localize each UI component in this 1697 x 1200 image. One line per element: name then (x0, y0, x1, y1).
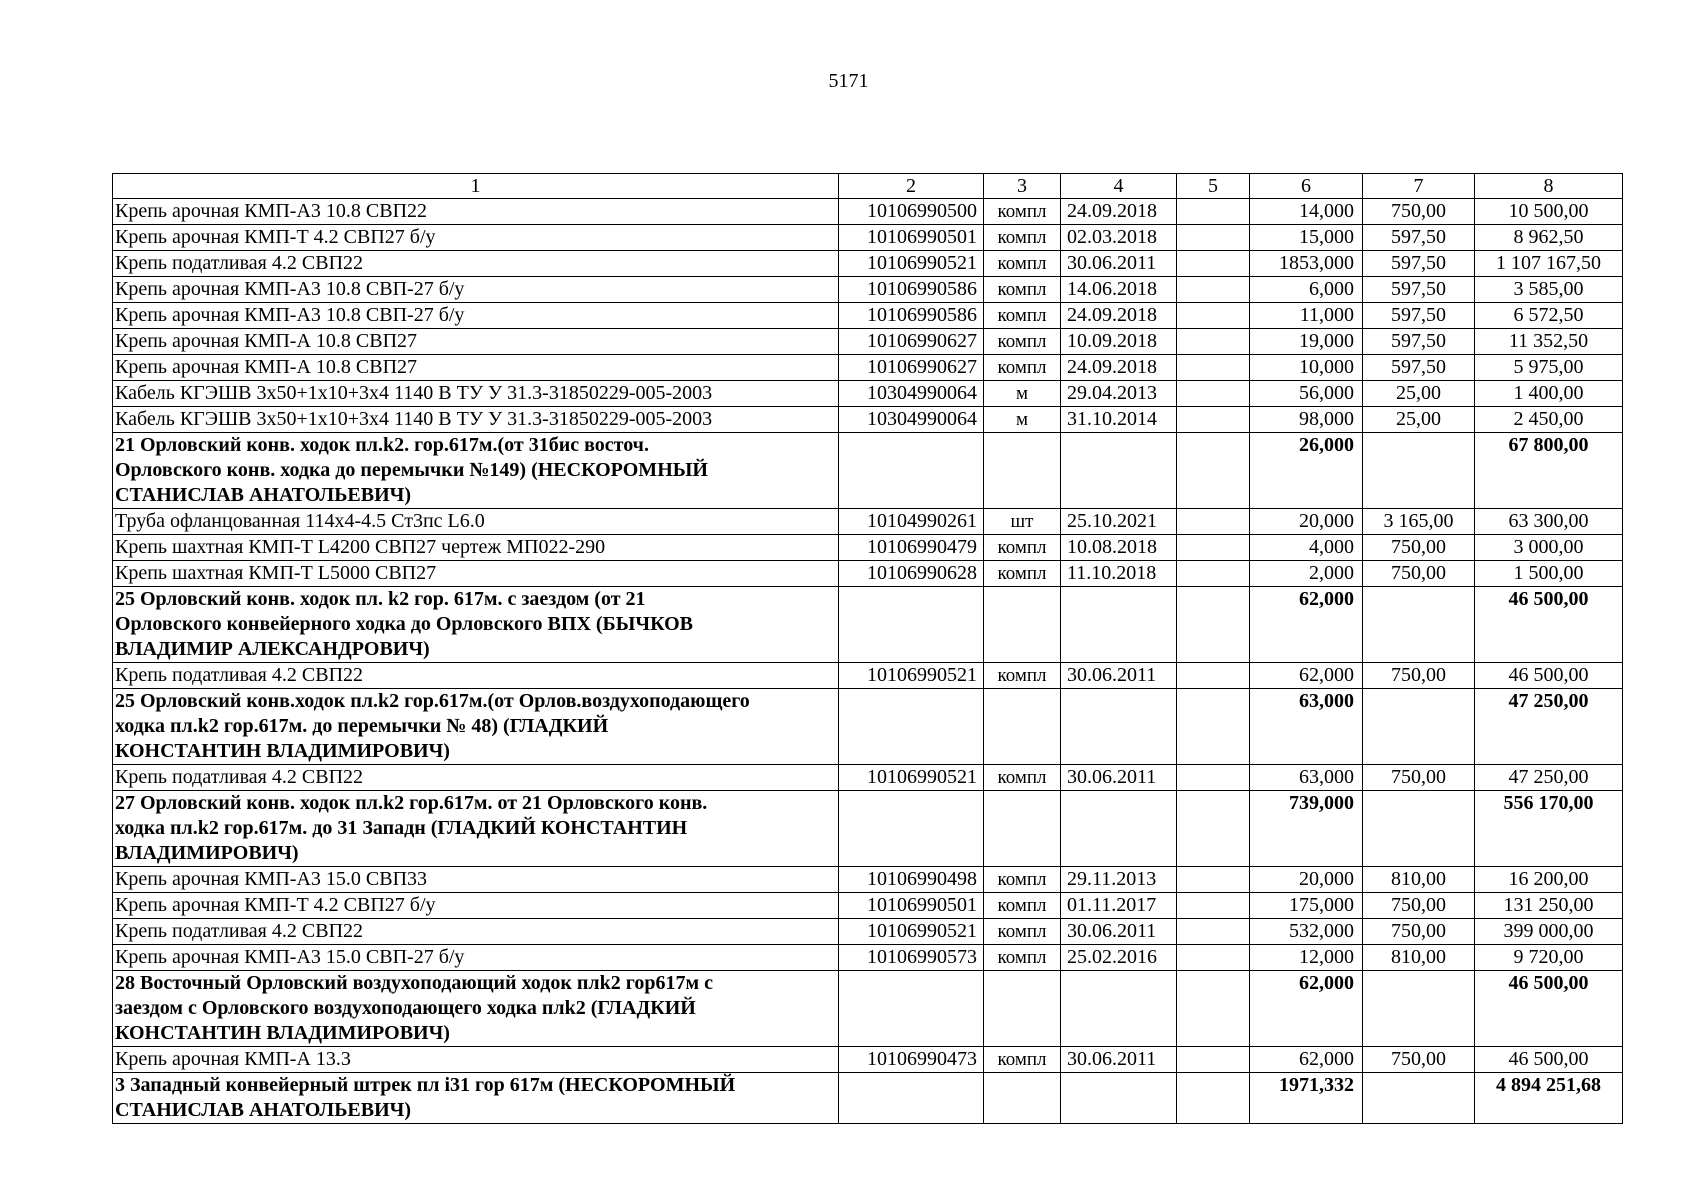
group-amount-cell: 46 500,00 (1475, 587, 1623, 663)
date-cell: 10.08.2018 (1061, 535, 1177, 561)
empty-cell (1363, 791, 1475, 867)
table-row (113, 329, 1623, 355)
column-number-3: 3 (984, 174, 1061, 199)
group-quantity-cell: 1971,332 (1250, 1073, 1363, 1124)
unit-cell: компл (984, 663, 1061, 689)
unit-cell: компл (984, 303, 1061, 329)
empty-cell (1363, 689, 1475, 765)
group-title-line: СТАНИСЛАВ АНАТОЛЬЕВИЧ) (115, 484, 411, 506)
item-code-cell: 10106990473 (839, 1047, 984, 1073)
empty-cell (1363, 433, 1475, 509)
item-name-cell: Труба офланцованная 114х4-4.5 Ст3пс L6.0 (113, 509, 839, 535)
table-row (113, 355, 1623, 381)
table-row (113, 945, 1623, 971)
empty-cell (1177, 1073, 1250, 1124)
group-title-line: ВЛАДИМИР АЛЕКСАНДРОВИЧ) (115, 638, 430, 660)
table-row (113, 765, 1623, 791)
item-code-cell: 10106990521 (839, 919, 984, 945)
item-name-cell: Крепь арочная КМП-А 13.3 (113, 1047, 839, 1073)
quantity-cell: 532,000 (1250, 919, 1363, 945)
amount-cell: 1 107 167,50 (1475, 251, 1623, 277)
empty-cell (1363, 971, 1475, 1047)
group-amount-cell: 67 800,00 (1475, 433, 1623, 509)
date-cell: 10.09.2018 (1061, 329, 1177, 355)
col5-cell (1177, 303, 1250, 329)
date-cell: 30.06.2011 (1061, 919, 1177, 945)
group-title-line: Орловского конв. ходка до перемычки №149) (НЕСКОРОМНЫЙ (115, 459, 708, 481)
table-body (113, 174, 1623, 1124)
group-title-line: 28 Восточный Орловский воздухоподающий ходок плk2 гор617м с (115, 972, 713, 994)
price-cell: 810,00 (1363, 945, 1475, 971)
price-cell: 750,00 (1363, 893, 1475, 919)
date-cell: 30.06.2011 (1061, 251, 1177, 277)
group-quantity-cell: 62,000 (1250, 587, 1363, 663)
table-row (113, 1047, 1623, 1073)
group-title-line: 25 Орловский конв. ходок пл. k2 гор. 617м. с заездом (от 21 (115, 588, 646, 610)
unit-cell: м (984, 381, 1061, 407)
item-name-cell: Крепь арочная КМП-А3 15.0 СВП33 (113, 867, 839, 893)
item-name-cell: Крепь арочная КМП-А3 10.8 СВП-27 б/у (113, 303, 839, 329)
item-code-cell: 10106990521 (839, 765, 984, 791)
amount-cell: 11 352,50 (1475, 329, 1623, 355)
quantity-cell: 62,000 (1250, 663, 1363, 689)
item-name-cell: Крепь податливая 4.2 СВП22 (113, 251, 839, 277)
date-cell: 29.11.2013 (1061, 867, 1177, 893)
item-name-cell: Крепь податливая 4.2 СВП22 (113, 765, 839, 791)
col5-cell (1177, 381, 1250, 407)
group-title-line: 3 Западный конвейерный штрек пл i31 гор 617м (НЕСКОРОМНЫЙ (115, 1074, 736, 1096)
item-name-cell: Кабель КГЭШВ 3х50+1х10+3х4 1140 В ТУ У 31.3-31850229-005-2003 (113, 407, 839, 433)
table-row (113, 535, 1623, 561)
item-name-cell: Крепь арочная КМП-Т 4.2 СВП27 б/у (113, 225, 839, 251)
group-row (113, 971, 1623, 1047)
quantity-cell: 56,000 (1250, 381, 1363, 407)
empty-cell (839, 971, 984, 1047)
price-cell: 750,00 (1363, 561, 1475, 587)
table-row (113, 225, 1623, 251)
group-title-cell (113, 791, 839, 867)
empty-cell (984, 971, 1061, 1047)
item-code-cell: 10106990627 (839, 329, 984, 355)
item-code-cell: 10106990627 (839, 355, 984, 381)
quantity-cell: 98,000 (1250, 407, 1363, 433)
date-cell: 30.06.2011 (1061, 765, 1177, 791)
table-row (113, 509, 1623, 535)
price-cell: 597,50 (1363, 251, 1475, 277)
item-code-cell: 10106990628 (839, 561, 984, 587)
group-amount-cell: 47 250,00 (1475, 689, 1623, 765)
quantity-cell: 4,000 (1250, 535, 1363, 561)
date-cell: 30.06.2011 (1061, 1047, 1177, 1073)
group-title-cell (113, 433, 839, 509)
price-cell: 597,50 (1363, 277, 1475, 303)
table-row (113, 381, 1623, 407)
col5-cell (1177, 407, 1250, 433)
amount-cell: 16 200,00 (1475, 867, 1623, 893)
group-title-line: ходка пл.k2 гор.617м. до перемычки № 48) (ГЛАДКИЙ (115, 715, 609, 737)
item-code-cell: 10106990521 (839, 663, 984, 689)
item-code-cell: 10304990064 (839, 381, 984, 407)
unit-cell: шт (984, 509, 1061, 535)
date-cell: 11.10.2018 (1061, 561, 1177, 587)
table-row (113, 199, 1623, 225)
empty-cell (1177, 791, 1250, 867)
quantity-cell: 14,000 (1250, 199, 1363, 225)
column-number-1: 1 (113, 174, 839, 199)
price-cell: 750,00 (1363, 199, 1475, 225)
price-cell: 750,00 (1363, 765, 1475, 791)
group-quantity-cell: 739,000 (1250, 791, 1363, 867)
col5-cell (1177, 355, 1250, 381)
group-row (113, 433, 1623, 509)
empty-cell (1177, 587, 1250, 663)
amount-cell: 131 250,00 (1475, 893, 1623, 919)
quantity-cell: 15,000 (1250, 225, 1363, 251)
empty-cell (1177, 971, 1250, 1047)
column-number-6: 6 (1250, 174, 1363, 199)
table-row (113, 919, 1623, 945)
group-amount-cell: 556 170,00 (1475, 791, 1623, 867)
item-code-cell: 10106990500 (839, 199, 984, 225)
group-row (113, 689, 1623, 765)
col5-cell (1177, 1047, 1250, 1073)
quantity-cell: 2,000 (1250, 561, 1363, 587)
group-quantity-cell: 62,000 (1250, 971, 1363, 1047)
item-name-cell: Крепь арочная КМП-А3 10.8 СВП22 (113, 199, 839, 225)
unit-cell: компл (984, 561, 1061, 587)
table-row (113, 893, 1623, 919)
date-cell: 25.02.2016 (1061, 945, 1177, 971)
empty-cell (1061, 689, 1177, 765)
unit-cell: компл (984, 355, 1061, 381)
col5-cell (1177, 199, 1250, 225)
price-cell: 597,50 (1363, 303, 1475, 329)
item-name-cell: Крепь арочная КМП-А 10.8 СВП27 (113, 329, 839, 355)
price-cell: 750,00 (1363, 919, 1475, 945)
empty-cell (839, 689, 984, 765)
col5-cell (1177, 277, 1250, 303)
amount-cell: 6 572,50 (1475, 303, 1623, 329)
group-title-line: КОНСТАНТИН ВЛАДИМИРОВИЧ) (115, 1022, 450, 1044)
date-cell: 29.04.2013 (1061, 381, 1177, 407)
col5-cell (1177, 893, 1250, 919)
empty-cell (1061, 791, 1177, 867)
quantity-cell: 175,000 (1250, 893, 1363, 919)
quantity-cell: 19,000 (1250, 329, 1363, 355)
group-title-cell (113, 587, 839, 663)
column-number-5: 5 (1177, 174, 1250, 199)
unit-cell: компл (984, 251, 1061, 277)
item-code-cell: 10304990064 (839, 407, 984, 433)
empty-cell (1061, 971, 1177, 1047)
item-name-cell: Крепь арочная КМП-А 10.8 СВП27 (113, 355, 839, 381)
col5-cell (1177, 765, 1250, 791)
amount-cell: 399 000,00 (1475, 919, 1623, 945)
header-row (113, 174, 1623, 199)
item-name-cell: Кабель КГЭШВ 3х50+1х10+3х4 1140 В ТУ У 31.3-31850229-005-2003 (113, 381, 839, 407)
item-code-cell: 10104990261 (839, 509, 984, 535)
group-amount-cell: 4 894 251,68 (1475, 1073, 1623, 1124)
group-quantity-cell: 63,000 (1250, 689, 1363, 765)
amount-cell: 2 450,00 (1475, 407, 1623, 433)
quantity-cell: 20,000 (1250, 867, 1363, 893)
item-name-cell: Крепь податливая 4.2 СВП22 (113, 663, 839, 689)
price-cell: 750,00 (1363, 1047, 1475, 1073)
group-amount-cell: 46 500,00 (1475, 971, 1623, 1047)
price-cell: 3 165,00 (1363, 509, 1475, 535)
price-cell: 25,00 (1363, 381, 1475, 407)
column-number-4: 4 (1061, 174, 1177, 199)
table-row (113, 407, 1623, 433)
group-quantity-cell: 26,000 (1250, 433, 1363, 509)
empty-cell (1363, 1073, 1475, 1124)
amount-cell: 9 720,00 (1475, 945, 1623, 971)
amount-cell: 46 500,00 (1475, 663, 1623, 689)
empty-cell (839, 433, 984, 509)
item-name-cell: Крепь шахтная КМП-Т L4200 СВП27 чертеж МП022-290 (113, 535, 839, 561)
amount-cell: 47 250,00 (1475, 765, 1623, 791)
item-code-cell: 10106990501 (839, 893, 984, 919)
price-cell: 750,00 (1363, 663, 1475, 689)
empty-cell (1177, 433, 1250, 509)
page-number: 5171 (828, 70, 869, 92)
group-title-line: Орловского конвейерного ходка до Орловского ВПХ (БЫЧКОВ (115, 613, 693, 635)
empty-cell (984, 1073, 1061, 1124)
quantity-cell: 6,000 (1250, 277, 1363, 303)
price-cell: 25,00 (1363, 407, 1475, 433)
empty-cell (839, 1073, 984, 1124)
item-name-cell: Крепь арочная КМП-А3 10.8 СВП-27 б/у (113, 277, 839, 303)
item-code-cell: 10106990573 (839, 945, 984, 971)
amount-cell: 5 975,00 (1475, 355, 1623, 381)
date-cell: 14.06.2018 (1061, 277, 1177, 303)
table-row (113, 303, 1623, 329)
unit-cell: компл (984, 919, 1061, 945)
date-cell: 24.09.2018 (1061, 199, 1177, 225)
unit-cell: м (984, 407, 1061, 433)
amount-cell: 63 300,00 (1475, 509, 1623, 535)
unit-cell: компл (984, 277, 1061, 303)
group-title-line: заездом с Орловского воздухоподающего ходка плk2 (ГЛАДКИЙ (115, 997, 696, 1019)
price-cell: 750,00 (1363, 535, 1475, 561)
date-cell: 31.10.2014 (1061, 407, 1177, 433)
quantity-cell: 1853,000 (1250, 251, 1363, 277)
date-cell: 30.06.2011 (1061, 663, 1177, 689)
item-code-cell: 10106990498 (839, 867, 984, 893)
group-title-line: ВЛАДИМИРОВИЧ) (115, 842, 299, 864)
item-name-cell: Крепь арочная КМП-Т 4.2 СВП27 б/у (113, 893, 839, 919)
group-title-cell (113, 1073, 839, 1124)
table-row (113, 277, 1623, 303)
quantity-cell: 10,000 (1250, 355, 1363, 381)
group-title-cell (113, 971, 839, 1047)
price-cell: 597,50 (1363, 355, 1475, 381)
group-row (113, 791, 1623, 867)
unit-cell: компл (984, 1047, 1061, 1073)
empty-cell (1061, 433, 1177, 509)
group-title-cell (113, 689, 839, 765)
unit-cell: компл (984, 945, 1061, 971)
empty-cell (1061, 587, 1177, 663)
col5-cell (1177, 535, 1250, 561)
column-number-2: 2 (839, 174, 984, 199)
quantity-cell: 63,000 (1250, 765, 1363, 791)
table-row (113, 867, 1623, 893)
unit-cell: компл (984, 893, 1061, 919)
amount-cell: 10 500,00 (1475, 199, 1623, 225)
col5-cell (1177, 225, 1250, 251)
item-code-cell: 10106990479 (839, 535, 984, 561)
group-title-line: 25 Орловский конв.ходок пл.k2 гор.617м.(от Орлов.воздухоподающего (115, 690, 750, 712)
group-title-line: КОНСТАНТИН ВЛАДИМИРОВИЧ) (115, 740, 450, 762)
quantity-cell: 11,000 (1250, 303, 1363, 329)
item-code-cell: 10106990521 (839, 251, 984, 277)
unit-cell: компл (984, 225, 1061, 251)
unit-cell: компл (984, 199, 1061, 225)
col5-cell (1177, 945, 1250, 971)
unit-cell: компл (984, 535, 1061, 561)
item-name-cell: Крепь арочная КМП-А3 15.0 СВП-27 б/у (113, 945, 839, 971)
item-name-cell: Крепь шахтная КМП-Т L5000 СВП27 (113, 561, 839, 587)
group-title-line: 21 Орловский конв. ходок пл.k2. гор.617м.(от 31бис восточ. (115, 434, 649, 456)
date-cell: 02.03.2018 (1061, 225, 1177, 251)
amount-cell: 8 962,50 (1475, 225, 1623, 251)
item-code-cell: 10106990586 (839, 303, 984, 329)
amount-cell: 1 500,00 (1475, 561, 1623, 587)
group-row (113, 1073, 1623, 1124)
quantity-cell: 62,000 (1250, 1047, 1363, 1073)
amount-cell: 1 400,00 (1475, 381, 1623, 407)
amount-cell: 46 500,00 (1475, 1047, 1623, 1073)
col5-cell (1177, 663, 1250, 689)
date-cell: 25.10.2021 (1061, 509, 1177, 535)
group-title-line: 27 Орловский конв. ходок пл.k2 гор.617м. от 21 Орловского конв. (115, 792, 708, 814)
empty-cell (1363, 587, 1475, 663)
quantity-cell: 12,000 (1250, 945, 1363, 971)
quantity-cell: 20,000 (1250, 509, 1363, 535)
unit-cell: компл (984, 867, 1061, 893)
group-title-line: ходка пл.k2 гор.617м. до 31 Западн (ГЛАДКИЙ КОНСТАНТИН (115, 817, 688, 839)
col5-cell (1177, 251, 1250, 277)
date-cell: 24.09.2018 (1061, 355, 1177, 381)
col5-cell (1177, 329, 1250, 355)
inventory-table (112, 173, 1623, 1124)
column-number-7: 7 (1363, 174, 1475, 199)
group-title-line: СТАНИСЛАВ АНАТОЛЬЕВИЧ) (115, 1099, 411, 1121)
empty-cell (984, 587, 1061, 663)
price-cell: 597,50 (1363, 329, 1475, 355)
col5-cell (1177, 919, 1250, 945)
empty-cell (984, 433, 1061, 509)
empty-cell (839, 587, 984, 663)
table-row (113, 663, 1623, 689)
unit-cell: компл (984, 765, 1061, 791)
date-cell: 24.09.2018 (1061, 303, 1177, 329)
price-cell: 810,00 (1363, 867, 1475, 893)
empty-cell (839, 791, 984, 867)
empty-cell (1061, 1073, 1177, 1124)
column-number-8: 8 (1475, 174, 1623, 199)
col5-cell (1177, 561, 1250, 587)
group-row (113, 587, 1623, 663)
empty-cell (1177, 689, 1250, 765)
empty-cell (984, 791, 1061, 867)
table-row (113, 251, 1623, 277)
amount-cell: 3 000,00 (1475, 535, 1623, 561)
col5-cell (1177, 867, 1250, 893)
item-name-cell: Крепь податливая 4.2 СВП22 (113, 919, 839, 945)
item-code-cell: 10106990586 (839, 277, 984, 303)
unit-cell: компл (984, 329, 1061, 355)
amount-cell: 3 585,00 (1475, 277, 1623, 303)
date-cell: 01.11.2017 (1061, 893, 1177, 919)
col5-cell (1177, 509, 1250, 535)
price-cell: 597,50 (1363, 225, 1475, 251)
item-code-cell: 10106990501 (839, 225, 984, 251)
table-row (113, 561, 1623, 587)
empty-cell (984, 689, 1061, 765)
